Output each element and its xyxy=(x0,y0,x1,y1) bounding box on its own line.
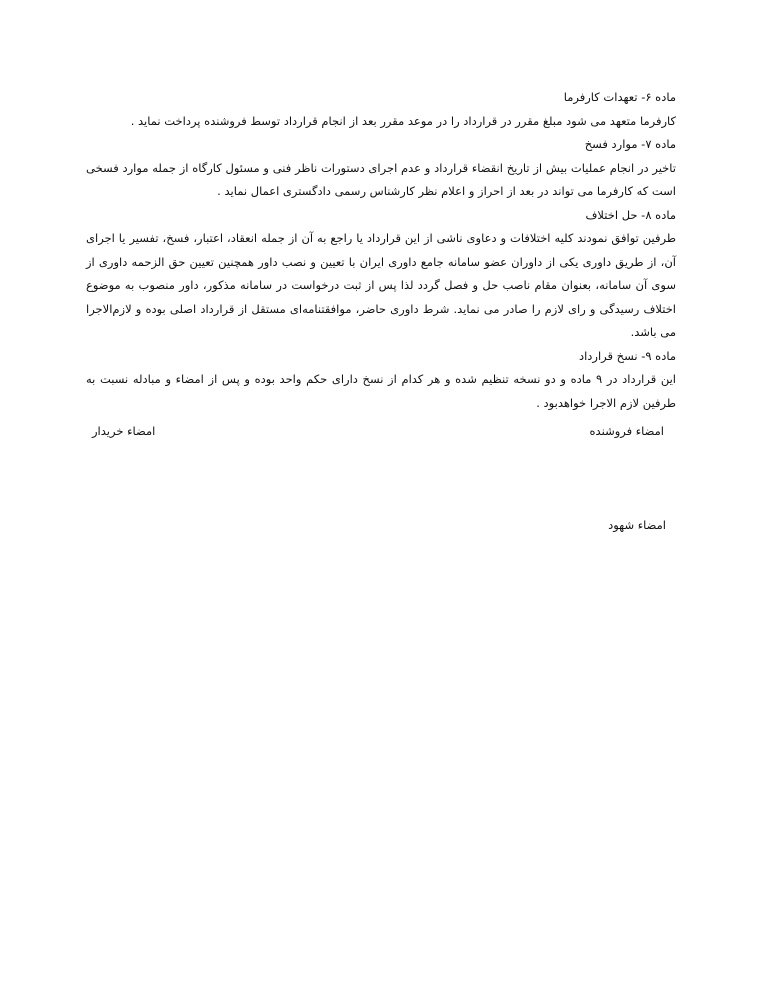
article-9-body: این قرارداد در ۹ ماده و دو نسخه تنظیم شده و هر کدام از نسخ دارای حکم واحد بوده و پس از امضاء و مبادله نسبت به طرفین لازم الاجرا خواهدبود . xyxy=(86,372,676,410)
seller-signature-label: امضاء فروشنده xyxy=(589,424,664,438)
article-9-heading: ماده ۹- نسخ قرارداد xyxy=(578,348,676,363)
witnesses-signature-label: امضاء شهود xyxy=(608,518,666,532)
article-7-heading: ماده ۷- موارد فسخ xyxy=(584,137,676,151)
article-6-body: کارفرما متعهد می شود مبلغ مقرر در قرارداد را در موعد مقرر بعد از انجام قرارداد توسط فروشنده پرداخت نماید . xyxy=(130,113,676,128)
article-6-heading: ماده ۶- تعهدات کارفرما xyxy=(563,90,676,104)
signature-row xyxy=(92,424,670,448)
contract-articles xyxy=(86,86,676,415)
article-8-body: طرفین توافق نمودند کلیه اختلافات و دعاوی ناشی از این قرارداد یا راجع به آن از جمله انعقاد، اعتبار، فسخ، تفسیر یا اجرای آن، از طریق داوری یکی از داوران عضو سامانه جامع داوری ایران با تعیین و نصب داور همچنین تعیین حق الزحمه داوری از سوی آن سامانه، بعنوان مقام ناصب حل و فصل گردد لذا پس از ثبت درخواست در سامانه مذکور، داور منصوب به موضوع اختلاف رسیدگی و رای لازم را صادر می نماید. شرط داوری حاضر، موافقتنامه‌ای مستقل از قرارداد اصلی بوده و لازم‌الاجرا می باشد. xyxy=(86,231,676,339)
article-7-body: تاخیر در انجام عملیات بیش از تاریخ انقضاء قرارداد و عدم اجرای دستورات ناظر فنی و مسئول کارگاه از جمله موارد فسخی است که کارفرما می تواند در بعد از احراز و اعلام نظر کارشناس رسمی دادگستری اعمال نماید . xyxy=(86,160,676,198)
buyer-signature-label: امضاء خریدار xyxy=(92,424,156,438)
article-8-heading: ماده ۸- حل اختلاف xyxy=(585,207,676,222)
